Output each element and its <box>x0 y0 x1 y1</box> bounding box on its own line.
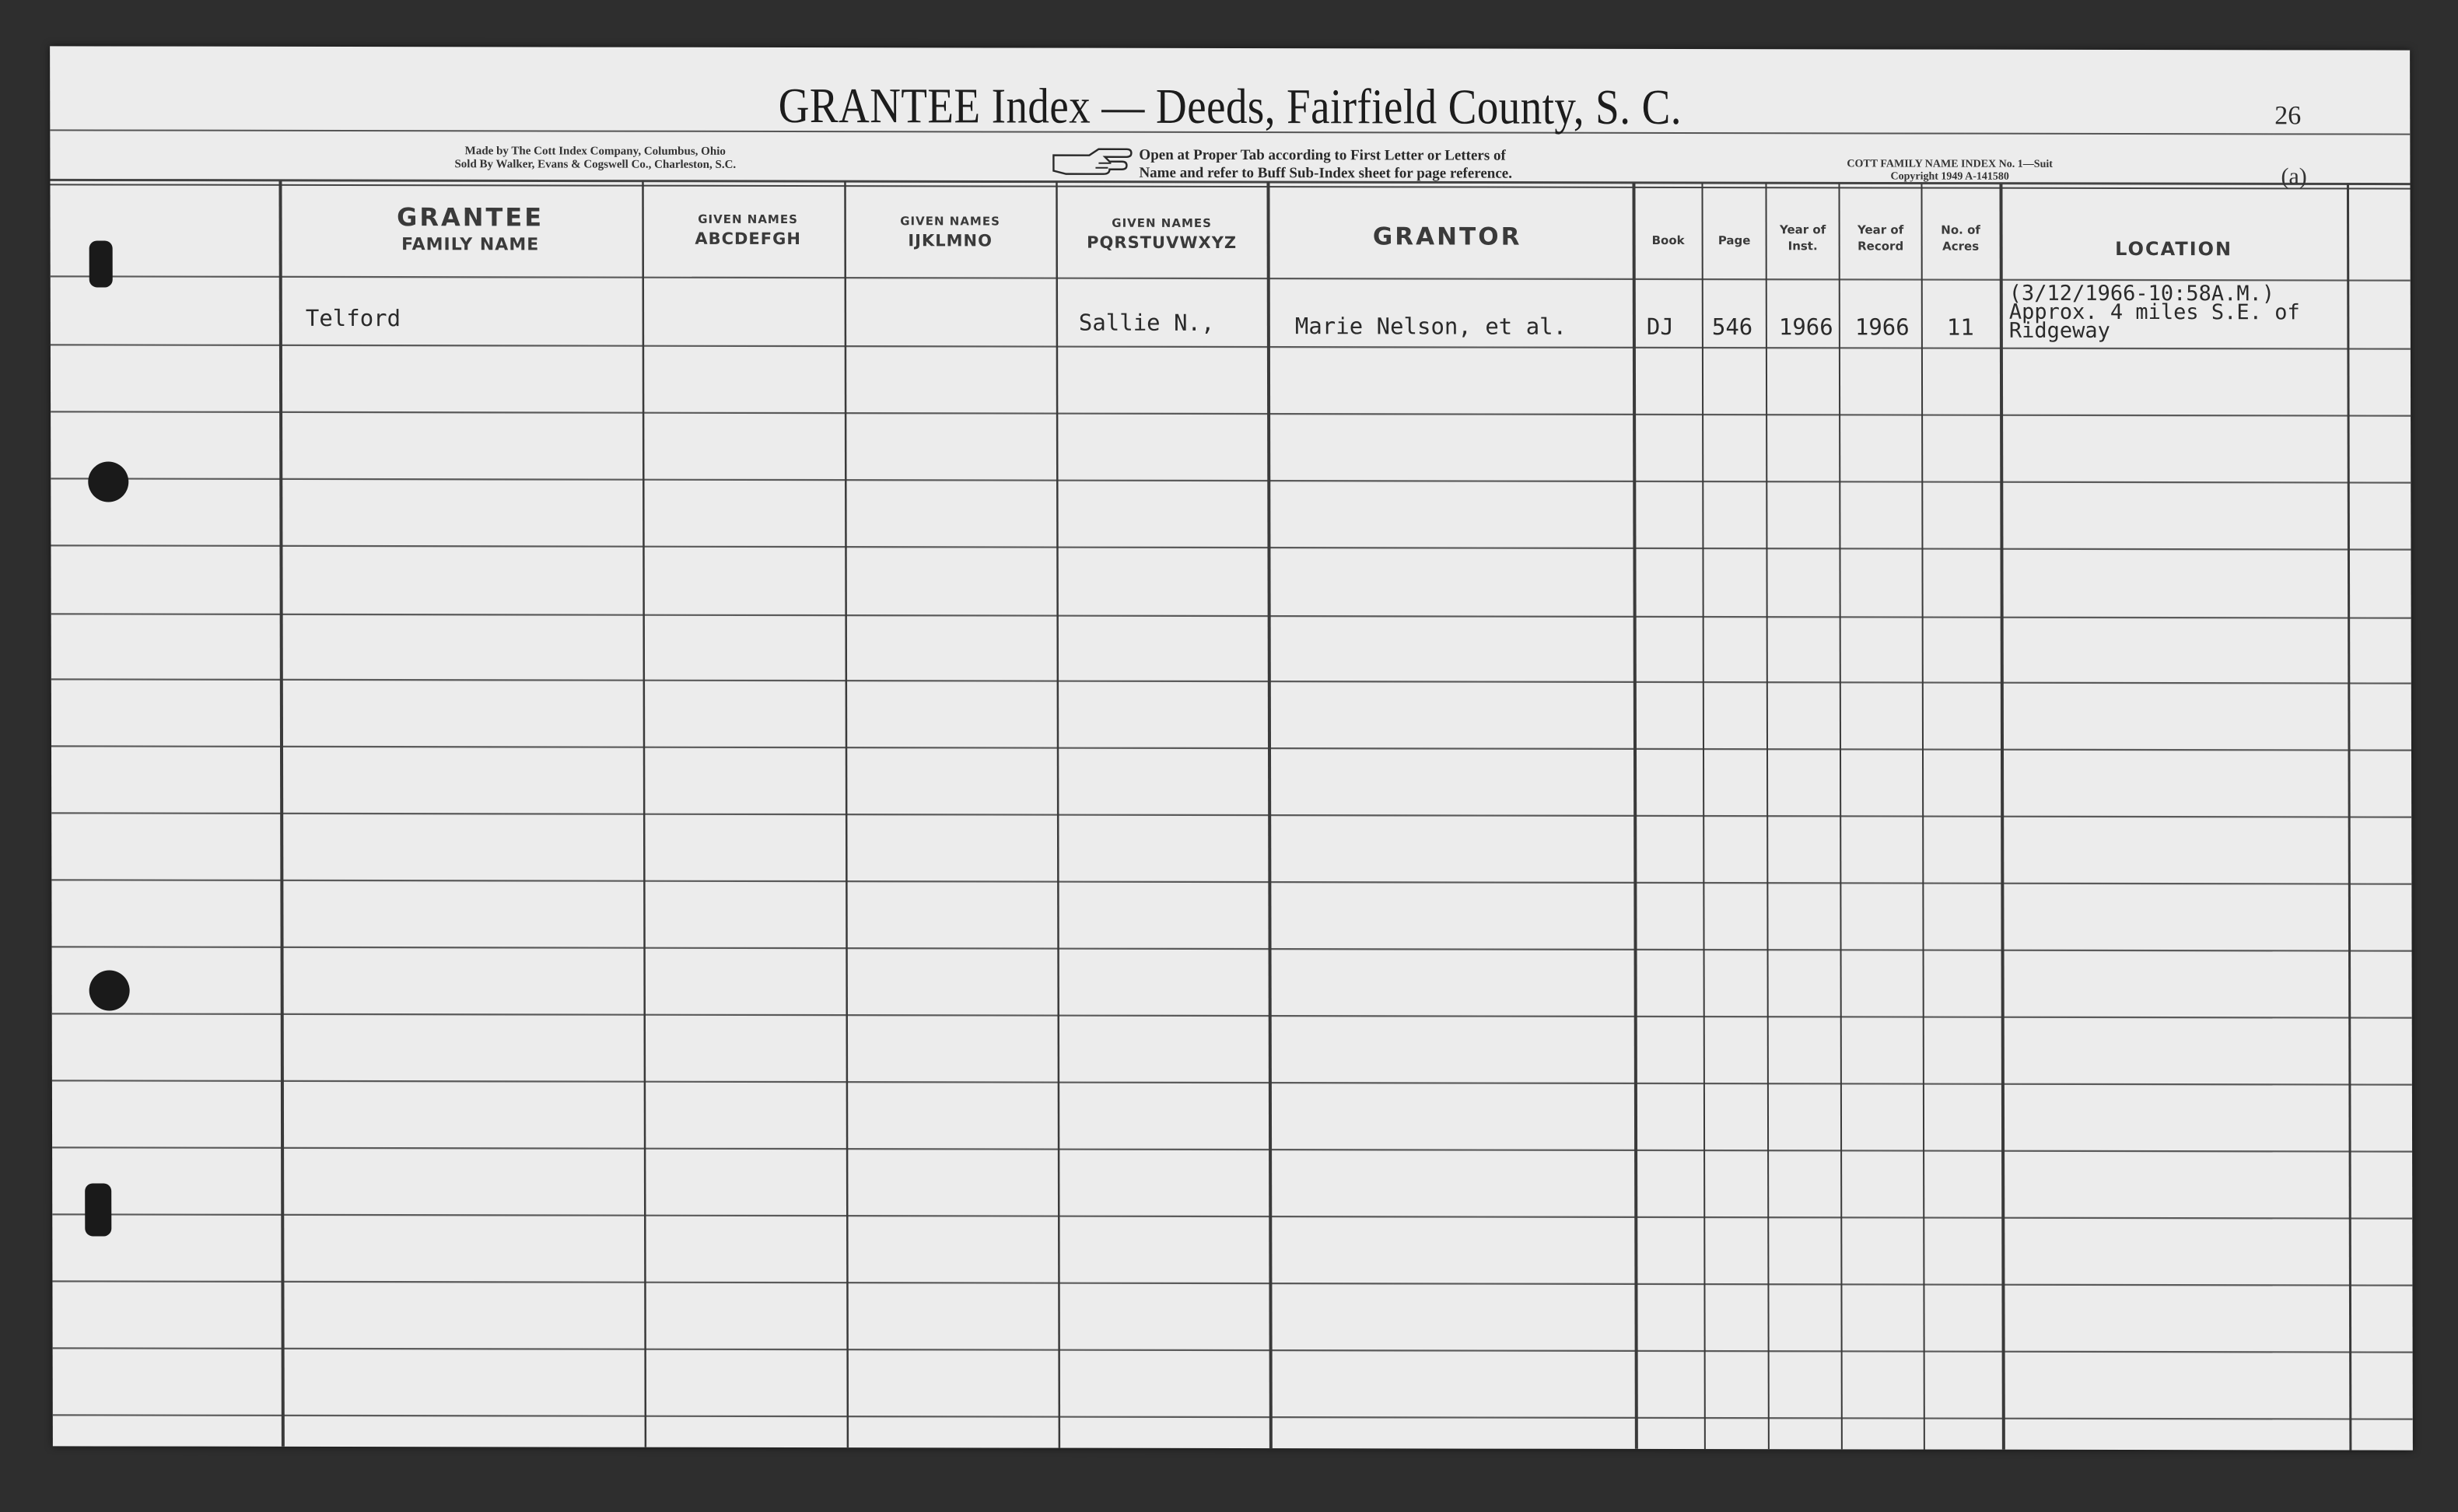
page-cell: 546 <box>1711 313 1753 341</box>
book-cell: DJ <box>1646 313 1674 340</box>
cott-imprint <box>1847 158 2053 183</box>
index-suffix: (a) <box>2281 163 2307 190</box>
acres-label-1: No. of <box>1941 222 1980 237</box>
location-line-2: Approx. 4 miles S.E. of <box>2008 299 2300 325</box>
header-given-ijklmno <box>846 214 1056 250</box>
page-number: 26 <box>2274 101 2302 131</box>
instruction-line-2: Name and refer to Buff Sub-Index sheet for page reference. <box>1139 164 1512 182</box>
year-record-cell: 1966 <box>1854 313 1910 341</box>
header-year-record <box>1840 222 1922 254</box>
binder-hole-1 <box>88 461 128 502</box>
letters-abcdefgh: ABCDEFGH <box>695 229 801 249</box>
header-year-inst <box>1766 222 1840 254</box>
index-card <box>50 46 2413 1450</box>
given-names-label: GIVEN NAMES <box>900 214 1000 229</box>
pointing-hand-icon <box>1050 145 1136 177</box>
header-book <box>1636 233 1701 249</box>
header-given-abcdefgh <box>643 212 853 248</box>
year-record-label-1: Year of <box>1857 222 1904 237</box>
letters-pqrstuvwxyz: PQRSTUVWXYZ <box>1087 233 1238 253</box>
binder-hole-2 <box>89 970 130 1010</box>
location-line-3: Ridgeway <box>2008 318 2110 343</box>
given-name-cell: Sallie N., <box>1078 309 1215 336</box>
location-cell <box>2008 281 2300 343</box>
instructions <box>1139 146 1512 183</box>
header-location <box>2003 238 2345 261</box>
year-inst-label-1: Year of <box>1779 222 1826 237</box>
book-label: Book <box>1651 233 1685 248</box>
binder-slot-bottom <box>85 1183 111 1236</box>
grantor-label: GRANTOR <box>1372 222 1522 251</box>
year-inst-cell: 1966 <box>1778 313 1833 341</box>
instruction-line-1: Open at Proper Tab according to First Letter or Letters of <box>1139 146 1506 164</box>
given-names-label: GIVEN NAMES <box>698 212 798 227</box>
header-grantee <box>292 202 650 255</box>
year-record-label-2: Record <box>1858 239 1904 254</box>
grantee-label: GRANTEE <box>397 202 544 233</box>
location-label: LOCATION <box>2115 237 2233 261</box>
letters-ijklmno: IJKLMNO <box>908 231 993 250</box>
binder-slot-top <box>89 240 113 287</box>
page-label: Page <box>1717 233 1751 248</box>
maker-imprint <box>454 145 736 172</box>
header-acres <box>1922 222 2000 255</box>
year-inst-label-2: Inst. <box>1787 239 1818 254</box>
acres-cell: 11 <box>1946 313 1974 341</box>
given-names-label: GIVEN NAMES <box>1112 215 1212 230</box>
header-given-pqrstuvwxyz <box>1057 216 1267 252</box>
location-line-1: (3/12/1966-10:58A.M.) <box>2008 281 2275 306</box>
cott-line-1: COTT FAMILY NAME INDEX No. 1—Suit <box>1847 158 2053 170</box>
header-page <box>1703 233 1766 249</box>
maker-line-2: Sold By Walker, Evans & Cogswell Co., Charleston, S.C. <box>454 158 737 171</box>
family-name-label: FAMILY NAME <box>401 235 540 255</box>
cott-line-2: Copyright 1949 A-141580 <box>1890 170 2009 183</box>
acres-label-2: Acres <box>1942 239 1980 254</box>
grantor-cell: Marie Nelson, et al. <box>1294 313 1567 340</box>
maker-line-1: Made by The Cott Index Company, Columbus, Ohio <box>464 145 726 158</box>
page-title: GRANTEE Index — Deeds, Fairfield County, S. C. <box>778 77 1682 135</box>
family-name-cell: Telford <box>305 304 401 332</box>
header-grantor <box>1269 222 1626 251</box>
